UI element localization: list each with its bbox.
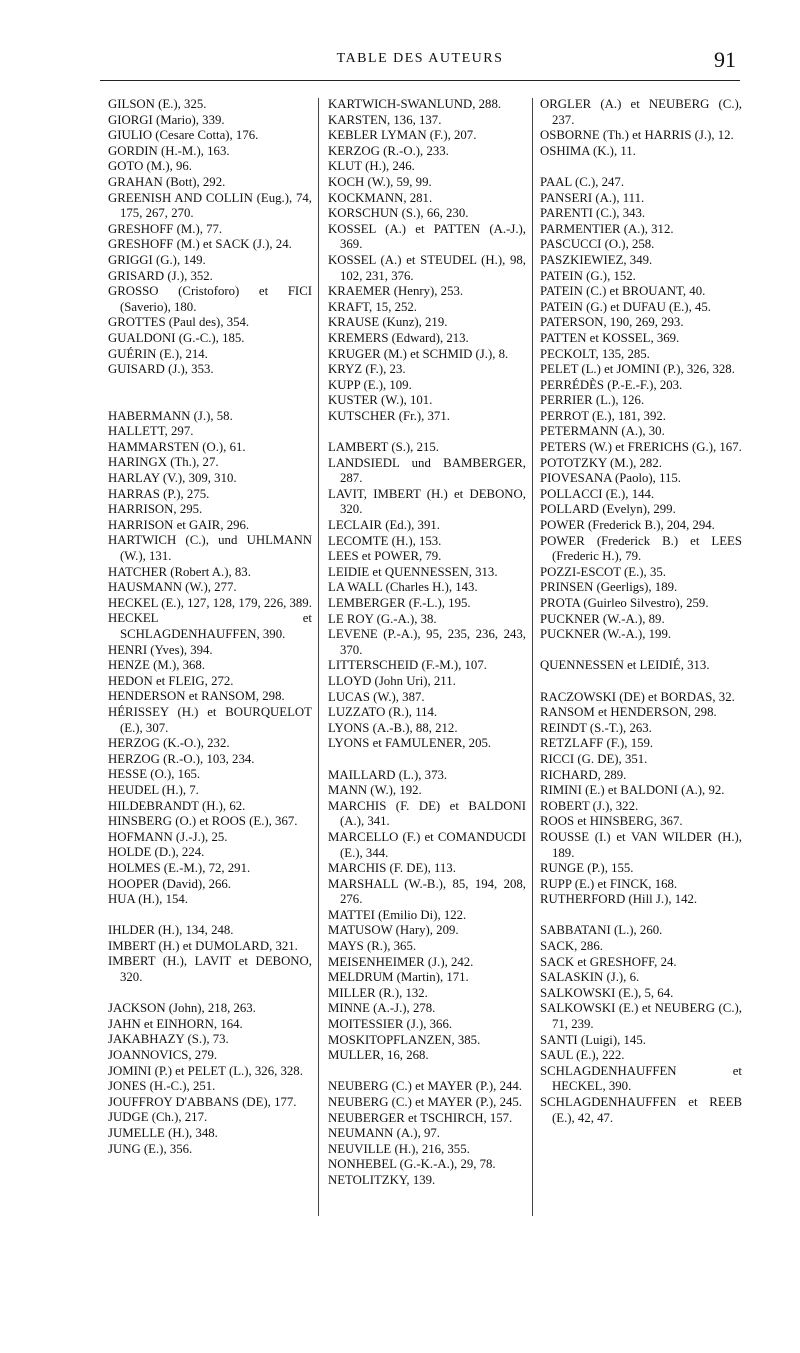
index-entry: PERRIER (L.), 126. <box>540 393 645 408</box>
index-entry: LE ROY (G.-A.), 38. <box>328 611 437 626</box>
index-entry: HARRAS (P.), 275. <box>108 486 210 501</box>
index-column-3 <box>540 97 742 1126</box>
letter-group-spacer <box>540 908 742 924</box>
page-title: TABLE DES AUTEURS <box>336 51 504 66</box>
index-entry: MOSKITOPFLANZEN, 385. <box>328 1032 481 1047</box>
index-entry: KRUGER (M.) et SCHMID (J.), 8. <box>328 346 509 361</box>
index-entry: IMBERT (H.) et DUMOLARD, 321. <box>108 938 298 953</box>
index-entry: MATTEI (Emilio Di), 122. <box>328 907 467 922</box>
index-entry: JAKABHAZY (S.), 73. <box>108 1032 229 1047</box>
index-entry: KRAUSE (Kunz), 219. <box>328 315 448 330</box>
index-entry: PATERSON, 190, 269, 293. <box>540 315 684 330</box>
index-entry: HESSE (O.), 165. <box>108 767 201 782</box>
index-entry: HILDEBRANDT (H.), 62. <box>108 798 246 813</box>
index-entry: LAMBERT (S.), 215. <box>328 440 439 455</box>
letter-group-spacer <box>328 1064 526 1080</box>
index-entry: KERZOG (R.-O.), 233. <box>328 143 449 158</box>
index-entry: NEUMANN (A.), 97. <box>328 1126 440 1141</box>
index-entry: MATUSOW (Hary), 209. <box>328 923 459 938</box>
index-entry: IMBERT (H.), LAVIT et DEBONO, 320. <box>108 954 312 985</box>
index-entry: PIOVESANA (Paolo), 115. <box>540 471 682 486</box>
index-entry: POWER (Frederick B.) et LEES (Frederic H.), 79. <box>540 533 742 564</box>
index-entry: KOCKMANN, 281. <box>328 190 433 205</box>
index-entry: PRINSEN (Geerligs), 189. <box>540 580 678 595</box>
index-entry: KOSSEL (A.) et STEUDEL (H.), 98, 102, 231, 376. <box>328 252 526 283</box>
index-entry: KARTWICH-SWANLUND, 288. <box>328 97 502 111</box>
letter-group-spacer <box>328 424 526 440</box>
index-entry: JACKSON (John), 218, 263. <box>108 1001 256 1016</box>
index-entry: PASCUCCI (O.), 258. <box>540 237 655 252</box>
index-entry: PANSERI (A.), 111. <box>540 190 645 205</box>
index-entry: LAVIT, IMBERT (H.) et DEBONO, 320. <box>328 486 526 517</box>
index-entry: MINNE (A.-J.), 278. <box>328 1001 436 1016</box>
index-entry: PAAL (C.), 247. <box>540 174 625 189</box>
index-entry: RACZOWSKI (DE) et BORDAS, 32. <box>540 689 735 704</box>
index-entry: SCHLAGDENHAUFFEN et HECKEL, 390. <box>540 1063 742 1094</box>
letter-group-spacer <box>540 643 742 659</box>
letter-group-spacer <box>108 908 312 924</box>
index-entry: GUÉRIN (E.), 214. <box>108 346 208 361</box>
index-entry: GORDIN (H.-M.), 163. <box>108 143 230 158</box>
index-entry: RUNGE (P.), 155. <box>540 861 634 876</box>
index-entry: GILSON (E.), 325. <box>108 97 207 111</box>
index-entry: LANDSIEDL und BAMBERGER, 287. <box>328 455 526 486</box>
index-entry: PETERS (W.) et FRERICHS (G.), 167. <box>540 440 742 455</box>
index-entry: HECKEL (E.), 127, 128, 179, 226, 389. <box>108 595 312 610</box>
column-divider <box>532 98 533 1216</box>
index-entry: HEDON et FLEIG, 272. <box>108 673 234 688</box>
index-entry: GUISARD (J.), 353. <box>108 362 214 377</box>
index-entry: POTOTZKY (M.), 282. <box>540 455 662 470</box>
index-entry: LEVENE (P.-A.), 95, 235, 236, 243, 370. <box>328 627 526 657</box>
index-entry: NETOLITZKY, 139. <box>328 1172 436 1187</box>
index-entry: GROSSO (Cristoforo) et FICI (Saverio), 180. <box>108 284 312 314</box>
index-entry: PUCKNER (W.-A.), 199. <box>540 627 672 642</box>
index-entry: ROOS et HINSBERG, 367. <box>540 814 683 829</box>
index-entry: JOANNOVICS, 279. <box>108 1048 218 1063</box>
header-rule <box>100 80 740 81</box>
index-entry: HOLMES (E.-M.), 72, 291. <box>108 860 251 875</box>
index-entry: HARRISON et GAIR, 296. <box>108 517 250 532</box>
index-entry: LEMBERGER (F.-L.), 195. <box>328 596 471 610</box>
index-entry: MAYS (R.), 365. <box>328 939 417 954</box>
index-entry: JUNG (E.), 356. <box>108 1141 193 1156</box>
index-entry: HERZOG (K.-O.), 232. <box>108 736 230 751</box>
index-entry: ROBERT (J.), 322. <box>540 798 639 813</box>
index-entry: HENDERSON et RANSOM, 298. <box>108 689 285 704</box>
index-entry: LLOYD (John Uri), 211. <box>328 673 456 688</box>
index-entry: MULLER, 16, 268. <box>328 1048 429 1063</box>
index-entry: GIULIO (Cesare Cotta), 176. <box>108 128 259 143</box>
index-entry: KUSTER (W.), 101. <box>328 393 433 408</box>
index-entry: LUZZATO (R.), 114. <box>328 705 438 720</box>
index-entry: MARCELLO (F.) et COMANDUCDI (E.), 344. <box>328 829 526 860</box>
index-entry: POWER (Frederick B.), 204, 294. <box>540 518 715 533</box>
index-entry: RICCI (G. DE), 351. <box>540 751 648 766</box>
letter-group-spacer <box>540 674 742 690</box>
index-entry: LITTERSCHEID (F.-M.), 107. <box>328 658 487 673</box>
index-entry: SACK, 286. <box>540 939 603 954</box>
index-entry: MARCHIS (F. DE) et BALDONI (A.), 341. <box>328 798 526 829</box>
index-entry: NEUVILLE (H.), 216, 355. <box>328 1141 470 1156</box>
index-entry: PATTEN et KOSSEL, 369. <box>540 330 680 345</box>
column-divider <box>318 98 319 1216</box>
index-entry: PATEIN (G.), 152. <box>540 268 636 283</box>
index-entry: SACK et GRESHOFF, 24. <box>540 954 677 969</box>
index-entry: POZZI-ESCOT (E.), 35. <box>540 564 666 579</box>
index-entry: HAUSMANN (W.), 277. <box>108 580 237 595</box>
index-entry: POLLARD (Evelyn), 299. <box>540 502 676 517</box>
index-entry: POLLACCI (E.), 144. <box>540 486 655 501</box>
index-entry: JONES (H.-C.), 251. <box>108 1079 216 1094</box>
index-entry: HINSBERG (O.) et ROOS (E.), 367. <box>108 814 298 829</box>
index-entry: PROTA (Guirleo Silvestro), 259. <box>540 596 709 610</box>
index-entry: GRESHOFF (M.) et SACK (J.), 24. <box>108 237 292 252</box>
letter-group-spacer <box>108 986 312 1002</box>
index-entry: PELET (L.) et JOMINI (P.), 326, 328. <box>540 362 735 377</box>
index-entry: SABBATANI (L.), 260. <box>540 923 663 938</box>
index-entry: HÉRISSEY (H.) et BOURQUELOT (E.), 307. <box>108 704 312 735</box>
index-entry: HARINGX (Th.), 27. <box>108 455 219 470</box>
index-entry: PARENTI (C.), 343. <box>540 206 646 221</box>
index-entry: PARMENTIER (A.), 312. <box>540 221 674 236</box>
index-entry: HEUDEL (H.), 7. <box>108 782 199 797</box>
index-entry: IHLDER (H.), 134, 248. <box>108 923 234 938</box>
index-entry: RIMINI (E.) et BALDONI (A.), 92. <box>540 783 725 798</box>
index-entry: RICHARD, 289. <box>540 767 627 782</box>
index-entry: NEUBERGER et TSCHIRCH, 157. <box>328 1110 513 1125</box>
index-entry: HABERMANN (J.), 58. <box>108 408 233 423</box>
index-entry: LUCAS (W.), 387. <box>328 689 425 704</box>
index-entry: MARSHALL (W.-B.), 85, 194, 208, 276. <box>328 876 526 907</box>
index-entry: KRAFT, 15, 252. <box>328 299 417 314</box>
index-entry: HERZOG (R.-O.), 103, 234. <box>108 751 255 766</box>
index-entry: GREENISH AND COLLIN (Eug.), 74, 175, 267, 270. <box>108 190 312 221</box>
index-entry: KLUT (H.), 246. <box>328 159 415 174</box>
index-column-1 <box>108 97 312 1157</box>
index-entry: KEBLER LYMAN (F.), 207. <box>328 128 477 143</box>
index-entry: RANSOM et HENDERSON, 298. <box>540 705 717 720</box>
index-entry: GRIGGI (G.), 149. <box>108 252 206 267</box>
running-header <box>100 49 740 77</box>
index-entry: KRAEMER (Henry), 253. <box>328 284 464 299</box>
index-entry: MILLER (R.), 132. <box>328 985 428 1000</box>
index-entry: ORGLER (A.) et NEUBERG (C.), 237. <box>540 97 742 127</box>
index-entry: GROTTES (Paul des), 354. <box>108 315 250 330</box>
index-entry: HATCHER (Robert A.), 83. <box>108 564 251 579</box>
index-entry: SANTI (Luigi), 145. <box>540 1032 646 1047</box>
letter-group-spacer <box>328 752 526 768</box>
index-entry: HENRI (Yves), 394. <box>108 642 213 657</box>
index-entry: KRYZ (F.), 23. <box>328 362 406 377</box>
index-entry: NEUBERG (C.) et MAYER (P.), 244. <box>328 1079 522 1094</box>
index-entry: GRESHOFF (M.), 77. <box>108 221 223 236</box>
index-entry: KORSCHUN (S.), 66, 230. <box>328 206 469 221</box>
index-entry: RUTHERFORD (Hill J.), 142. <box>540 892 698 907</box>
index-entry: GRISARD (J.), 352. <box>108 268 213 283</box>
index-entry: JUMELLE (H.), 348. <box>108 1126 218 1140</box>
index-entry: LECLAIR (Ed.), 391. <box>328 518 440 533</box>
index-entry: MAILLARD (L.), 373. <box>328 767 448 782</box>
index-entry: KOSSEL (A.) et PATTEN (A.-J.), 369. <box>328 221 526 252</box>
index-entry: PASZKIEWIEZ, 349. <box>540 252 653 267</box>
index-entry: PATEIN (G.) et DUFAU (E.), 45. <box>540 299 711 314</box>
index-entry: HENZE (M.), 368. <box>108 658 206 673</box>
index-entry: SALKOWSKI (E.), 5, 64. <box>540 985 674 1000</box>
index-entry: KUTSCHER (Fr.), 371. <box>328 408 450 423</box>
index-entry: HAMMARSTEN (O.), 61. <box>108 439 246 454</box>
index-entry: JUDGE (Ch.), 217. <box>108 1110 208 1125</box>
index-entry: HUA (H.), 154. <box>108 892 188 907</box>
index-entry: MARCHIS (F. DE), 113. <box>328 861 456 876</box>
index-entry: SAUL (E.), 222. <box>540 1048 625 1063</box>
index-entry: OSHIMA (K.), 11. <box>540 143 636 158</box>
index-entry: LEIDIE et QUENNESSEN, 313. <box>328 564 498 579</box>
index-entry: PUCKNER (W.-A.), 89. <box>540 611 665 626</box>
index-column-2 <box>328 97 526 1189</box>
index-entry: LYONS et FAMULENER, 205. <box>328 736 492 751</box>
index-entry: OSBORNE (Th.) et HARRIS (J.), 12. <box>540 128 734 143</box>
index-entry: PECKOLT, 135, 285. <box>540 346 650 361</box>
index-entry: RUPP (E.) et FINCK, 168. <box>540 876 678 891</box>
index-entry: RETZLAFF (F.), 159. <box>540 736 654 751</box>
index-entry: LEES et POWER, 79. <box>328 549 442 564</box>
index-entry: JAHN et EINHORN, 164. <box>108 1016 243 1031</box>
index-entry: GOTO (M.), 96. <box>108 159 193 174</box>
index-entry: JOUFFROY D'ABBANS (DE), 177. <box>108 1094 297 1109</box>
index-entry: HARLAY (V.), 309, 310. <box>108 471 237 486</box>
index-entry: ROUSSE (I.) et VAN WILDER (H.), 189. <box>540 829 742 860</box>
index-entry: LYONS (A.-B.), 88, 212. <box>328 720 458 735</box>
index-entry: HALLETT, 297. <box>108 424 194 439</box>
index-entry: GIORGI (Mario), 339. <box>108 112 225 127</box>
index-entry: QUENNESSEN et LEIDIÉ, 313. <box>540 658 710 673</box>
index-entry: MOITESSIER (J.), 366. <box>328 1017 453 1032</box>
index-entry: PERRÉDÈS (P.-E.-F.), 203. <box>540 377 683 392</box>
index-entry: REINDT (S.-T.), 263. <box>540 720 652 735</box>
index-entry: SALASKIN (J.), 6. <box>540 970 640 985</box>
index-entry: KUPP (E.), 109. <box>328 377 412 392</box>
index-entry: MEISENHEIMER (J.), 242. <box>328 954 474 969</box>
index-entry: HOOPER (David), 266. <box>108 876 231 891</box>
index-entry: KREMERS (Edward), 213. <box>328 330 469 345</box>
index-entry: PERROT (E.), 181, 392. <box>540 408 666 423</box>
index-entry: GRAHAN (Bott), 292. <box>108 174 226 189</box>
index-entry: SALKOWSKI (E.) et NEUBERG (C.), 71, 239. <box>540 1001 742 1032</box>
index-entry: MELDRUM (Martin), 171. <box>328 970 469 985</box>
index-entry: NONHEBEL (G.-K.-A.), 29, 78. <box>328 1157 496 1172</box>
index-entry: PETERMANN (A.), 30. <box>540 424 665 439</box>
index-entry: HARTWICH (C.), und UHLMANN (W.), 131. <box>108 533 312 564</box>
letter-group-spacer <box>108 378 312 409</box>
page-number: 91 <box>714 47 736 72</box>
index-entry: GUALDONI (G.-C.), 185. <box>108 330 245 345</box>
index-entry: MANN (W.), 192. <box>328 783 422 798</box>
index-entry: KOCH (W.), 59, 99. <box>328 174 432 189</box>
index-entry: HARRISON, 295. <box>108 502 203 517</box>
index-entry: HOLDE (D.), 224. <box>108 845 205 860</box>
index-entry: HECKEL et SCHLAGDENHAUFFEN, 390. <box>108 611 312 641</box>
index-entry: LECOMTE (H.), 153. <box>328 533 442 548</box>
index-entry: PATEIN (C.) et BROUANT, 40. <box>540 284 706 299</box>
index-entry: JOMINI (P.) et PELET (L.), 326, 328. <box>108 1063 303 1078</box>
index-entry: LA WALL (Charles H.), 143. <box>328 580 478 595</box>
letter-group-spacer <box>540 159 742 175</box>
index-entry: SCHLAGDENHAUFFEN et REEB (E.), 42, 47. <box>540 1095 742 1125</box>
index-entry: HOFMANN (J.-J.), 25. <box>108 829 228 844</box>
index-entry: NEUBERG (C.) et MAYER (P.), 245. <box>328 1095 522 1109</box>
index-entry: KARSTEN, 136, 137. <box>328 112 442 127</box>
